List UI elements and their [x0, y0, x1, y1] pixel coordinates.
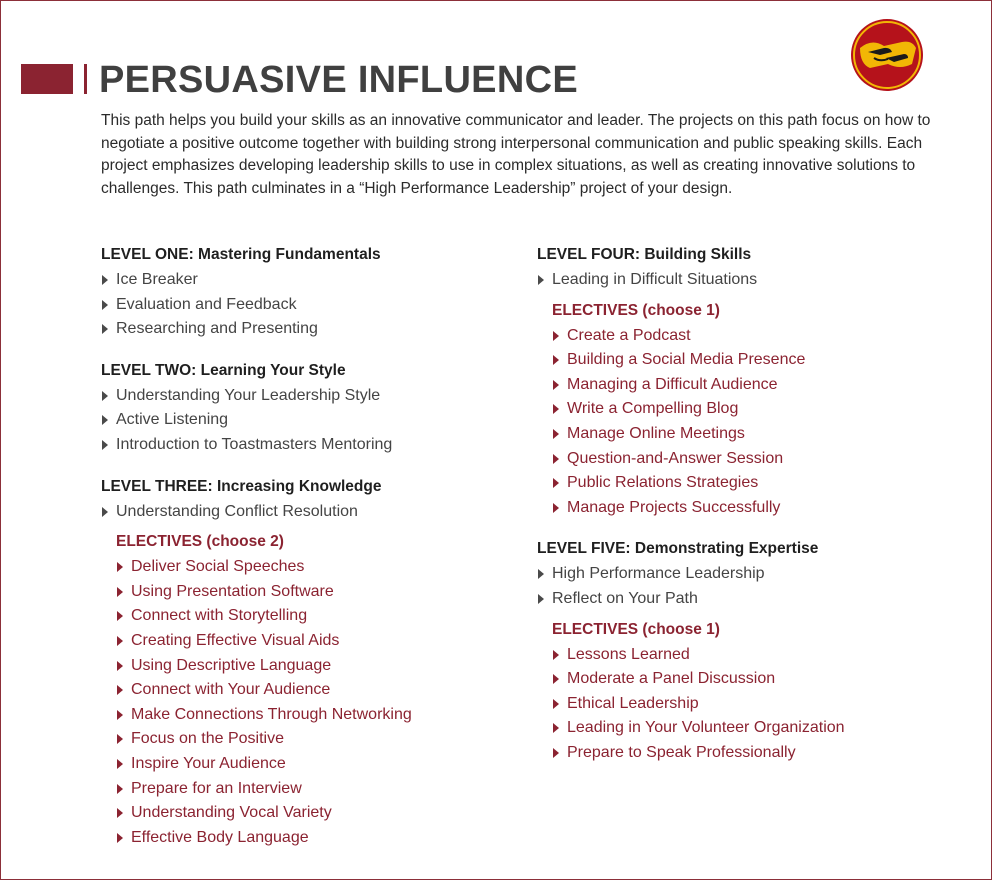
level-five-heading: LEVEL FIVE: Demonstrating Expertise: [537, 540, 819, 558]
level-five-section: [537, 538, 957, 765]
list-item: [552, 324, 957, 349]
list-item-label: Manage Online Meetings: [567, 424, 745, 442]
list-item: [101, 317, 511, 342]
triangle-bullet-icon: [117, 661, 123, 671]
level-four-electives-list: [552, 324, 957, 521]
list-item-label: Manage Projects Successfully: [567, 498, 781, 516]
list-item: [116, 826, 511, 851]
list-item: [552, 496, 957, 521]
level-two-heading: LEVEL TWO: Learning Your Style: [101, 361, 346, 379]
triangle-bullet-icon: [117, 685, 123, 695]
triangle-bullet-icon: [553, 650, 559, 660]
list-item: [101, 408, 511, 433]
list-item: [116, 604, 511, 629]
list-item-label: Focus on the Positive: [131, 730, 284, 748]
triangle-bullet-icon: [553, 503, 559, 513]
level-five-electives: [537, 618, 957, 766]
triangle-bullet-icon: [117, 710, 123, 720]
list-item: [116, 654, 511, 679]
level-four-heading: LEVEL FOUR: Building Skills: [537, 246, 752, 263]
triangle-bullet-icon: [117, 759, 123, 769]
intro-paragraph: This path helps you build your skills as an innovative communicator and leader. The projects on this path focus on how to negotiate a positive outcome together with building strong interpersonal communication and public speaking skills. Each project emphasizes developing leadership skills to use in complex situations, as well as creating innovative solutions to challenges. This path culminates in a “High Performance Leadership” project of your design.: [101, 112, 931, 197]
list-item-label: Moderate a Panel Discussion: [567, 670, 776, 688]
list-item: [116, 727, 511, 752]
level-three-electives-list: [116, 555, 511, 850]
triangle-bullet-icon: [102, 415, 108, 425]
list-item: [116, 629, 511, 654]
list-item-label: Leading in Your Volunteer Organization: [567, 719, 845, 737]
list-item: [101, 268, 511, 293]
list-item: [116, 580, 511, 605]
triangle-bullet-icon: [553, 748, 559, 758]
list-item-label: Building a Social Media Presence: [567, 351, 806, 369]
level-one-section: [101, 244, 511, 342]
triangle-bullet-icon: [102, 391, 108, 401]
list-item-label: Managing a Difficult Audience: [567, 375, 778, 393]
list-item-label: Lessons Learned: [567, 645, 690, 663]
list-item-label: Understanding Your Leadership Style: [116, 386, 381, 404]
list-item-label: Public Relations Strategies: [567, 474, 759, 492]
list-item: [552, 692, 957, 717]
header-divider: [84, 64, 87, 94]
list-item-label: Leading in Difficult Situations: [552, 271, 758, 288]
list-item-label: Ethical Leadership: [567, 694, 699, 712]
list-item-label: Introduction to Toastmasters Mentoring: [116, 435, 393, 453]
list-item-label: Ice Breaker: [116, 271, 198, 288]
list-item-label: Using Presentation Software: [131, 582, 334, 600]
list-item-label: Evaluation and Feedback: [116, 295, 297, 313]
triangle-bullet-icon: [117, 784, 123, 794]
triangle-bullet-icon: [553, 674, 559, 684]
list-item-label: Question-and-Answer Session: [567, 449, 784, 467]
triangle-bullet-icon: [538, 275, 544, 285]
list-item-label: Reflect on Your Path: [552, 589, 698, 607]
triangle-bullet-icon: [117, 587, 123, 597]
list-item-label: Creating Effective Visual Aids: [131, 631, 340, 649]
level-four-list: [537, 268, 957, 293]
list-item: [552, 716, 957, 741]
list-item: [101, 433, 511, 458]
list-item: [552, 471, 957, 496]
level-four-electives: [537, 299, 957, 521]
list-item: [537, 268, 957, 293]
level-five-electives-list: [552, 643, 957, 766]
list-item: [552, 422, 957, 447]
list-item-label: High Performance Leadership: [552, 565, 765, 583]
list-item-label: Understanding Vocal Variety: [131, 804, 332, 822]
electives-heading: ELECTIVES (choose 2): [116, 533, 284, 551]
list-item-label: Write a Compelling Blog: [567, 400, 739, 418]
triangle-bullet-icon: [553, 404, 559, 414]
left-column: [101, 244, 511, 868]
list-item-label: Understanding Conflict Resolution: [116, 502, 358, 520]
triangle-bullet-icon: [117, 562, 123, 572]
triangle-bullet-icon: [102, 324, 108, 334]
triangle-bullet-icon: [117, 734, 123, 744]
list-item-label: Using Descriptive Language: [131, 656, 332, 674]
list-item: [116, 777, 511, 802]
triangle-bullet-icon: [538, 594, 544, 604]
list-item: [101, 384, 511, 409]
hands-logo-icon: [850, 18, 924, 92]
level-two-section: [101, 360, 511, 458]
list-item-label: Inspire Your Audience: [131, 754, 286, 772]
triangle-bullet-icon: [102, 440, 108, 450]
triangle-bullet-icon: [553, 699, 559, 709]
level-five-list: [537, 562, 957, 611]
level-two-list: [101, 384, 511, 458]
list-item-label: Effective Body Language: [131, 828, 309, 846]
triangle-bullet-icon: [538, 569, 544, 579]
list-item: [552, 348, 957, 373]
triangle-bullet-icon: [102, 300, 108, 310]
header-accent-bar: [21, 64, 73, 94]
list-item-label: Make Connections Through Networking: [131, 705, 412, 723]
list-item: [552, 397, 957, 422]
list-item-label: Deliver Social Speeches: [131, 558, 305, 576]
triangle-bullet-icon: [102, 275, 108, 285]
list-item-label: Connect with Your Audience: [131, 681, 331, 699]
list-item: [116, 703, 511, 728]
triangle-bullet-icon: [117, 636, 123, 646]
level-three-heading: LEVEL THREE: Increasing Knowledge: [101, 477, 382, 495]
list-item-label: Researching and Presenting: [116, 320, 318, 338]
list-item: [116, 801, 511, 826]
list-item: [552, 667, 957, 692]
list-item-label: Connect with Storytelling: [131, 607, 308, 625]
electives-heading: ELECTIVES (choose 1): [552, 620, 720, 638]
level-three-list: [101, 500, 511, 525]
list-item: [552, 643, 957, 668]
triangle-bullet-icon: [553, 429, 559, 439]
list-item: [116, 752, 511, 777]
right-column: [537, 244, 957, 784]
triangle-bullet-icon: [553, 454, 559, 464]
list-item-label: Active Listening: [116, 411, 229, 429]
list-item-label: Create a Podcast: [567, 326, 691, 344]
list-item: [116, 555, 511, 580]
level-three-section: [101, 476, 511, 851]
triangle-bullet-icon: [553, 723, 559, 733]
triangle-bullet-icon: [117, 808, 123, 818]
level-one-heading: LEVEL ONE: Mastering Fundamentals: [101, 246, 381, 263]
list-item: [552, 373, 957, 398]
level-three-electives: [101, 530, 511, 850]
level-one-list: [101, 268, 511, 342]
list-item: [537, 587, 957, 612]
page-title: PERSUASIVE INFLUENCE: [99, 59, 578, 101]
triangle-bullet-icon: [117, 611, 123, 621]
list-item-label: Prepare for an Interview: [131, 779, 302, 797]
triangle-bullet-icon: [553, 478, 559, 488]
triangle-bullet-icon: [553, 331, 559, 341]
triangle-bullet-icon: [553, 355, 559, 365]
list-item: [552, 447, 957, 472]
list-item-label: Prepare to Speak Professionally: [567, 743, 796, 761]
list-item: [116, 678, 511, 703]
list-item: [101, 293, 511, 318]
list-item: [537, 562, 957, 587]
list-item: [552, 741, 957, 766]
triangle-bullet-icon: [553, 380, 559, 390]
level-four-section: [537, 244, 957, 520]
triangle-bullet-icon: [117, 833, 123, 843]
electives-heading: ELECTIVES (choose 1): [552, 301, 720, 319]
list-item: [101, 500, 511, 525]
triangle-bullet-icon: [102, 507, 108, 517]
